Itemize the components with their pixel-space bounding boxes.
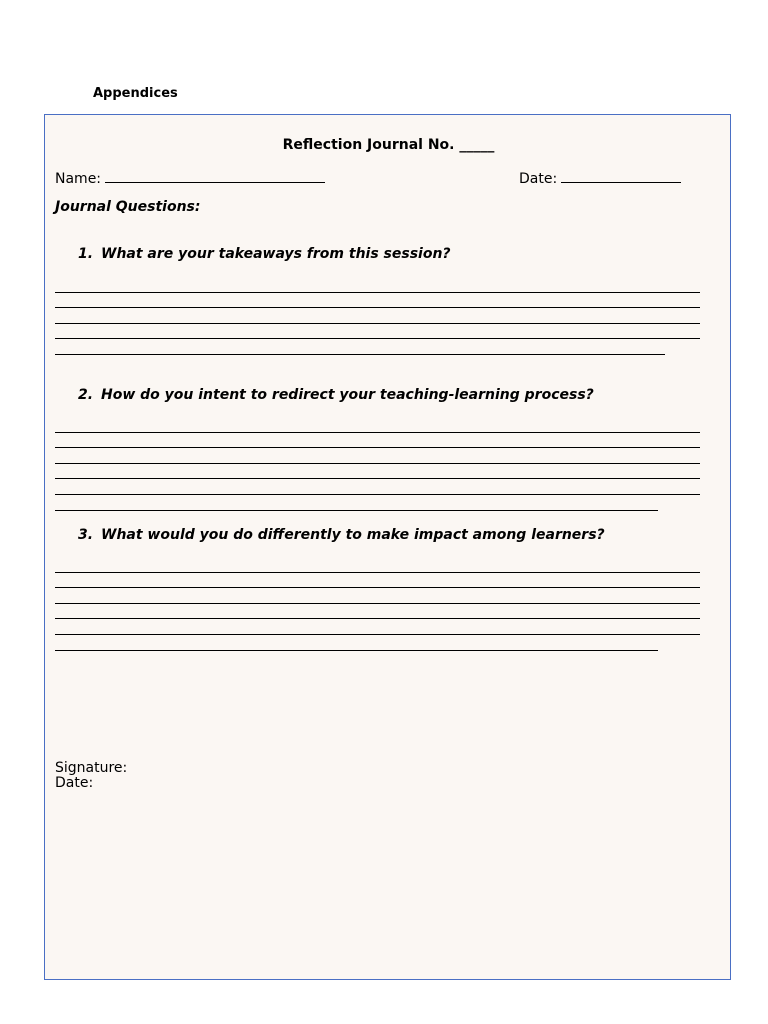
reflection-journal-form [44,114,731,980]
answer-line-q1[interactable] [55,323,700,324]
answer-line-q2[interactable] [55,447,700,448]
answer-line-q3[interactable] [55,572,700,573]
answer-line-q3[interactable] [55,603,700,604]
answer-line-q2[interactable] [55,478,700,479]
answer-line-q1[interactable] [55,292,700,293]
date-blank-line[interactable] [561,169,681,183]
question-2 [78,387,594,403]
signature-date-label: Date: [55,775,94,791]
answer-line-q2[interactable] [55,510,658,511]
name-label: Name: [55,171,102,187]
section-title: Appendices [93,86,178,101]
answer-line-q1[interactable] [55,338,700,339]
question-1 [78,246,451,262]
signature-label: Signature: [55,760,128,776]
answer-line-q3[interactable] [55,634,700,635]
answer-line-q2[interactable] [55,494,700,495]
answer-line-q1[interactable] [55,307,700,308]
answer-line-q2[interactable] [55,463,700,464]
date-field[interactable] [519,169,681,187]
question-3 [78,527,605,543]
date-label: Date: [519,171,558,187]
journal-title: Reflection Journal No. _____ [282,137,495,153]
question-text: How do you intent to redirect your teaching-learning process? [101,387,594,403]
question-number: 1. [78,246,94,262]
answer-line-q1[interactable] [55,354,665,355]
answer-line-q3[interactable] [55,618,700,619]
name-blank-line[interactable] [105,169,325,183]
answer-line-q3[interactable] [55,587,700,588]
question-number: 3. [78,527,94,543]
answer-line-q3[interactable] [55,650,658,651]
journal-questions-heading: Journal Questions: [55,199,201,215]
question-text: What would you do differently to make impact among learners? [101,527,605,543]
question-text: What are your takeaways from this session? [101,246,451,262]
name-field[interactable] [55,169,325,187]
question-number: 2. [78,387,94,403]
answer-line-q2[interactable] [55,432,700,433]
